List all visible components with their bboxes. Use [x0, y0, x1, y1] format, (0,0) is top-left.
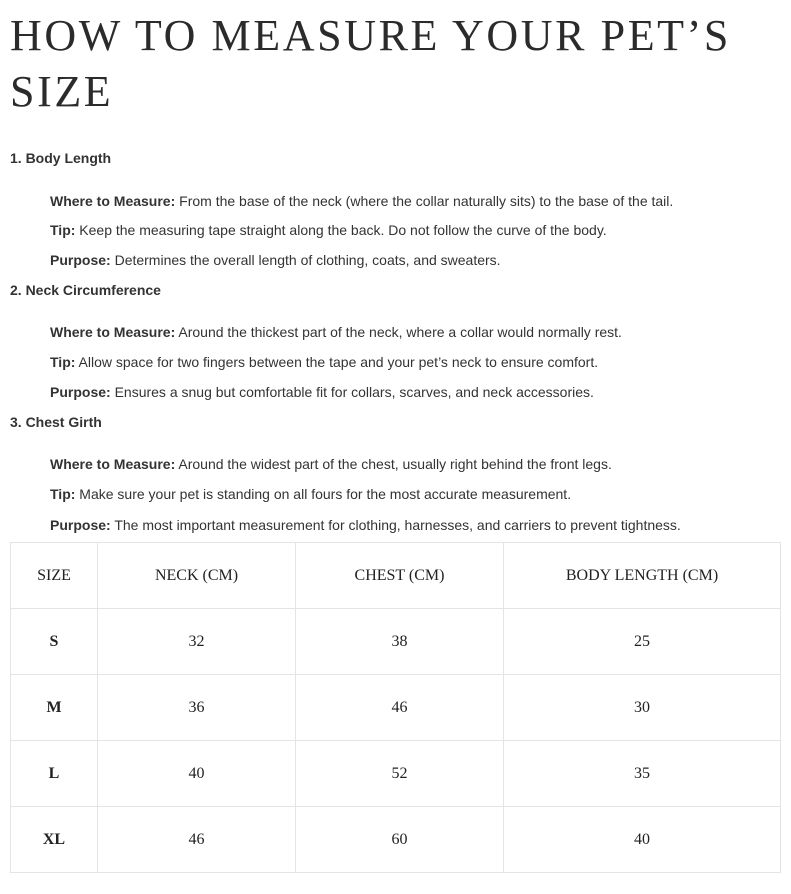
detail-label: Purpose: — [50, 252, 111, 268]
neck-cell: 36 — [98, 675, 296, 741]
column-header-size: SIZE — [11, 543, 98, 609]
section-heading-body-length: 1. Body Length — [10, 150, 112, 166]
column-header-body-length: BODY LENGTH (CM) — [504, 543, 781, 609]
size-chart-table — [10, 542, 781, 873]
column-header-neck: NECK (CM) — [98, 543, 296, 609]
size-cell: XL — [11, 807, 98, 873]
detail-text: Allow space for two fingers between the tape and your pet’s neck to ensure comfort. — [75, 354, 599, 370]
detail-label: Purpose: — [50, 517, 111, 533]
page-title: HOW TO MEASURE YOUR PET’S SIZE — [10, 11, 731, 116]
chest-cell: 46 — [296, 675, 504, 741]
body-length-cell: 35 — [504, 741, 781, 807]
detail-chest-tip — [50, 485, 571, 503]
body-length-cell: 40 — [504, 807, 781, 873]
section-heading-chest-girth: 3. Chest Girth — [10, 414, 102, 430]
chest-cell: 52 — [296, 741, 504, 807]
chest-cell: 60 — [296, 807, 504, 873]
detail-text: Determines the overall length of clothing, coats, and sweaters. — [110, 252, 501, 268]
detail-neck-purpose — [50, 383, 594, 401]
detail-label: Where to Measure: — [50, 456, 176, 472]
size-cell: S — [11, 609, 98, 675]
detail-body-length-where — [50, 192, 673, 210]
detail-text: The most important measurement for clothing, harnesses, and carriers to prevent tightness. — [110, 517, 681, 533]
detail-text: Ensures a snug but comfortable fit for collars, scarves, and neck accessories. — [110, 384, 594, 400]
detail-label: Where to Measure: — [50, 324, 176, 340]
detail-chest-where — [50, 455, 612, 473]
neck-cell: 40 — [98, 741, 296, 807]
section-heading-neck-circumference: 2. Neck Circumference — [10, 282, 161, 298]
detail-text: From the base of the neck (where the collar naturally sits) to the base of the tail. — [175, 193, 674, 209]
detail-text: Keep the measuring tape straight along the back. Do not follow the curve of the body. — [75, 222, 607, 238]
table-row — [11, 807, 781, 873]
size-cell: M — [11, 675, 98, 741]
detail-text: Around the thickest part of the neck, where a collar would normally rest. — [175, 324, 622, 340]
chest-cell: 38 — [296, 609, 504, 675]
detail-text: Make sure your pet is standing on all fours for the most accurate measurement. — [75, 486, 572, 502]
detail-neck-where — [50, 323, 622, 341]
neck-cell: 32 — [98, 609, 296, 675]
detail-chest-purpose — [50, 516, 681, 534]
detail-label: Tip: — [50, 354, 76, 370]
detail-text: Around the widest part of the chest, usually right behind the front legs. — [175, 456, 612, 472]
detail-label: Tip: — [50, 222, 76, 238]
table-row — [11, 675, 781, 741]
detail-label: Purpose: — [50, 384, 111, 400]
table-header-row — [11, 543, 781, 609]
column-header-chest: CHEST (CM) — [296, 543, 504, 609]
detail-body-length-purpose — [50, 251, 501, 269]
neck-cell: 46 — [98, 807, 296, 873]
detail-label: Where to Measure: — [50, 193, 176, 209]
detail-body-length-tip — [50, 221, 607, 239]
table-row — [11, 741, 781, 807]
body-length-cell: 25 — [504, 609, 781, 675]
detail-label: Tip: — [50, 486, 76, 502]
table-row — [11, 609, 781, 675]
size-cell: L — [11, 741, 98, 807]
detail-neck-tip — [50, 353, 598, 371]
body-length-cell: 30 — [504, 675, 781, 741]
